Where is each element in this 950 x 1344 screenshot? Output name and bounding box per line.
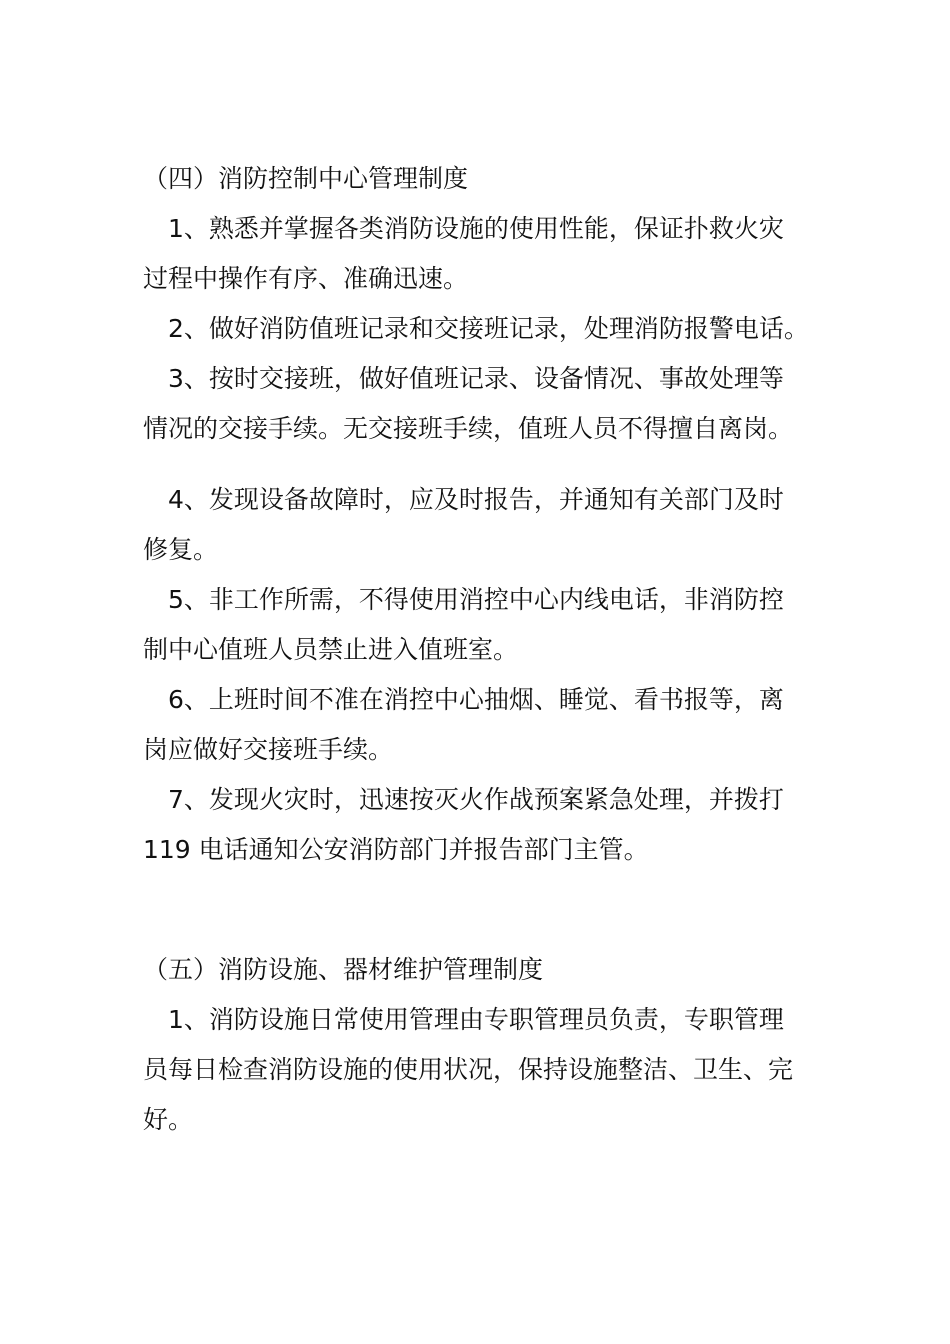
section-5-item-1-line-2: 员每日检查消防设施的使用状况，保持设施整洁、卫生、完 [143, 1055, 794, 1084]
section-4-item-4-line-1: 4、发现设备故障时，应及时报告，并通知有关部门及时 [168, 485, 784, 514]
section-4-item-4-line-2: 修复。 [143, 535, 219, 564]
section-5-heading: （五）消防设施、器材维护管理制度 [143, 955, 544, 984]
section-4-item-5-line-1: 5、非工作所需，不得使用消控中心内线电话，非消防控 [168, 585, 784, 614]
section-4-item-2-line-1: 2、做好消防值班记录和交接班记录，处理消防报警电话。 [168, 314, 809, 343]
section-5-item-1-line-1: 1、消防设施日常使用管理由专职管理员负责，专职管理 [168, 1005, 784, 1034]
section-4-item-3-line-2: 情况的交接手续。无交接班手续，值班人员不得擅自离岗。 [143, 414, 794, 443]
section-5-item-1-line-3: 好。 [143, 1105, 194, 1134]
section-4-item-7-line-2: 119 电话通知公安消防部门并报告部门主管。 [143, 835, 649, 864]
section-4-item-3-line-1: 3、按时交接班，做好值班记录、设备情况、事故处理等 [168, 364, 784, 393]
section-4-heading: （四）消防控制中心管理制度 [143, 164, 469, 193]
section-4-item-1-line-1: 1、熟悉并掌握各类消防设施的使用性能，保证扑救火灾 [168, 214, 784, 243]
section-4-item-1-line-2: 过程中操作有序、准确迅速。 [143, 264, 469, 293]
section-4-item-6-line-2: 岗应做好交接班手续。 [143, 735, 394, 764]
section-4-item-7-line-1: 7、发现火灾时，迅速按灭火作战预案紧急处理，并拨打 [168, 785, 784, 814]
section-4-item-6-line-1: 6、上班时间不准在消控中心抽烟、睡觉、看书报等，离 [168, 685, 784, 714]
section-4-item-5-line-2: 制中心值班人员禁止进入值班室。 [143, 635, 519, 664]
